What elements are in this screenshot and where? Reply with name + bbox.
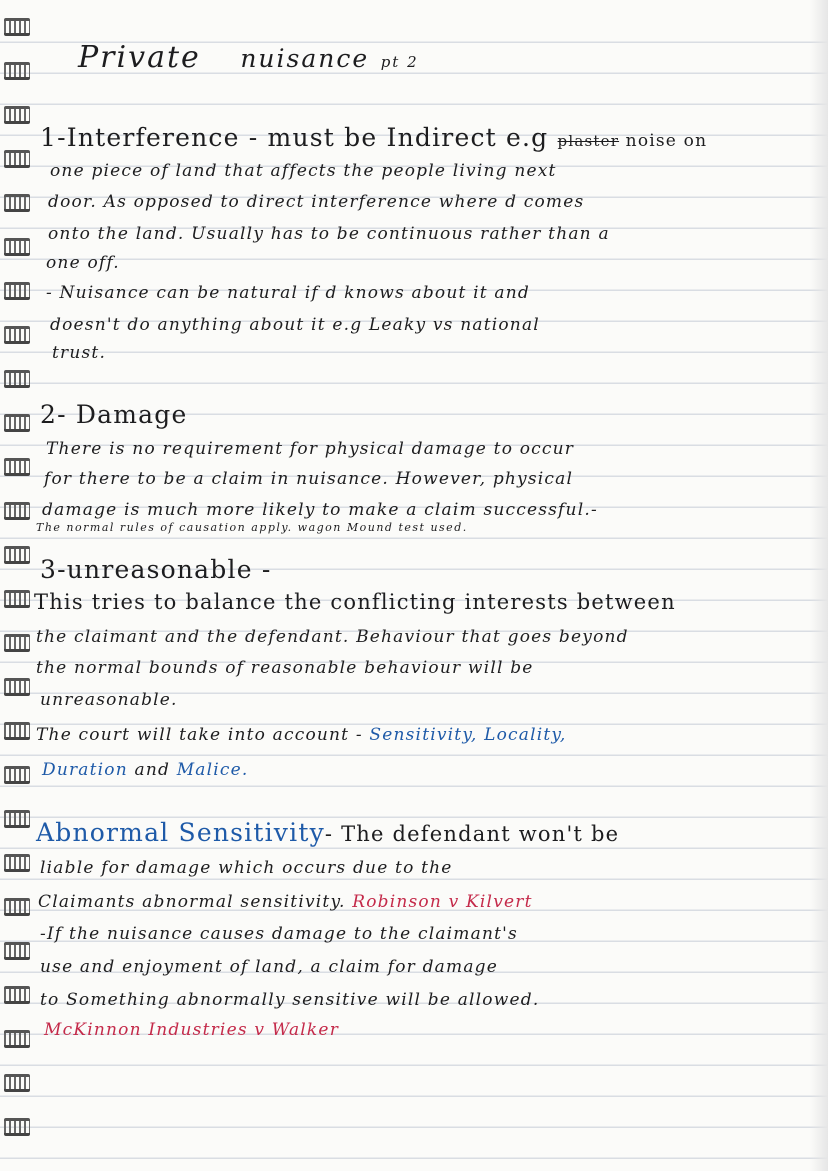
spiral-ring: [4, 326, 30, 344]
s3-line-3: the normal bounds of reasonable behaviour will be: [36, 658, 534, 678]
spiral-ring: [4, 722, 30, 740]
spiral-ring: [4, 766, 30, 784]
title-part: pt 2: [380, 53, 419, 71]
spiral-ring: [4, 18, 30, 36]
title-sub: nuisance: [240, 44, 370, 73]
s3-line-6: Duration and Malice.: [42, 760, 249, 780]
s2-note: The normal rules of causation apply. wagon Mound test used.: [36, 521, 468, 534]
case-robinson: Robinson v Kilvert: [352, 892, 533, 912]
spiral-ring: [4, 194, 30, 212]
spiral-ring: [4, 1030, 30, 1048]
s3-line-5: The court will take into account - Sensitivity, Locality,: [36, 725, 567, 745]
s4-line-5: to Something abnormally sensitive will be allowed.: [40, 990, 540, 1010]
spiral-binding: [0, 0, 38, 1171]
spiral-ring: [4, 150, 30, 168]
struck-word: plaster: [557, 132, 620, 150]
s1-line-3: door. As opposed to direct interference where d comes: [48, 192, 585, 212]
s1-line-4: onto the land. Usually has to be continuous rather than a: [48, 224, 610, 244]
s4-line-4: use and enjoyment of land, a claim for damage: [40, 957, 498, 977]
spiral-ring: [4, 1074, 30, 1092]
s1-line-6: - Nuisance can be natural if d knows about it and: [46, 283, 530, 303]
s3-line-4: unreasonable.: [40, 690, 178, 710]
spiral-ring: [4, 238, 30, 256]
s2-line-3: damage is much more likely to make a claim successful.-: [42, 500, 598, 520]
s1-line-2: one piece of land that affects the people living next: [50, 161, 557, 181]
case-mckinnon: McKinnon Industries v Walker: [44, 1020, 340, 1040]
spiral-ring: [4, 414, 30, 432]
s4-line-2: Claimants abnormal sensitivity. Robinson v Kilvert: [38, 892, 533, 912]
s4-line-1: liable for damage which occurs due to the: [40, 858, 453, 878]
spiral-ring: [4, 898, 30, 916]
spiral-ring: [4, 370, 30, 388]
spiral-ring: [4, 634, 30, 652]
s4-line-3: -If the nuisance causes damage to the claimant's: [40, 924, 518, 944]
page-edge: [810, 0, 828, 1171]
spiral-ring: [4, 62, 30, 80]
page-title: [78, 40, 419, 75]
spiral-ring: [4, 942, 30, 960]
spiral-ring: [4, 106, 30, 124]
s3-line-2: the claimant and the defendant. Behaviour that goes beyond: [36, 627, 629, 647]
title-main: Private: [78, 40, 201, 75]
s1-line-5: one off.: [46, 253, 120, 273]
spiral-ring: [4, 282, 30, 300]
s2-heading: 2- Damage: [40, 400, 188, 429]
spiral-ring: [4, 502, 30, 520]
spiral-ring: [4, 810, 30, 828]
s3-line-1: This tries to balance the conflicting interests between: [34, 590, 676, 614]
s2-line-1: There is no requirement for physical damage to occur: [46, 439, 575, 459]
spiral-ring: [4, 678, 30, 696]
spiral-ring: [4, 986, 30, 1004]
spiral-ring: [4, 458, 30, 476]
factors-list: Sensitivity, Locality,: [369, 725, 567, 745]
s3-heading: 3-unreasonable -: [40, 555, 272, 584]
spiral-ring: [4, 546, 30, 564]
s1-line-8: trust.: [52, 343, 107, 363]
s4-heading: Abnormal Sensitivity- The defendant won't be: [36, 818, 620, 847]
spiral-ring: [4, 1118, 30, 1136]
spiral-ring: [4, 854, 30, 872]
s2-line-2: for there to be a claim in nuisance. However, physical: [44, 469, 574, 489]
s1-line-1: 1-Interference - must be Indirect e.g plaster noise on: [40, 123, 708, 152]
spiral-ring: [4, 590, 30, 608]
s1-line-7: doesn't do anything about it e.g Leaky vs national: [50, 315, 540, 335]
